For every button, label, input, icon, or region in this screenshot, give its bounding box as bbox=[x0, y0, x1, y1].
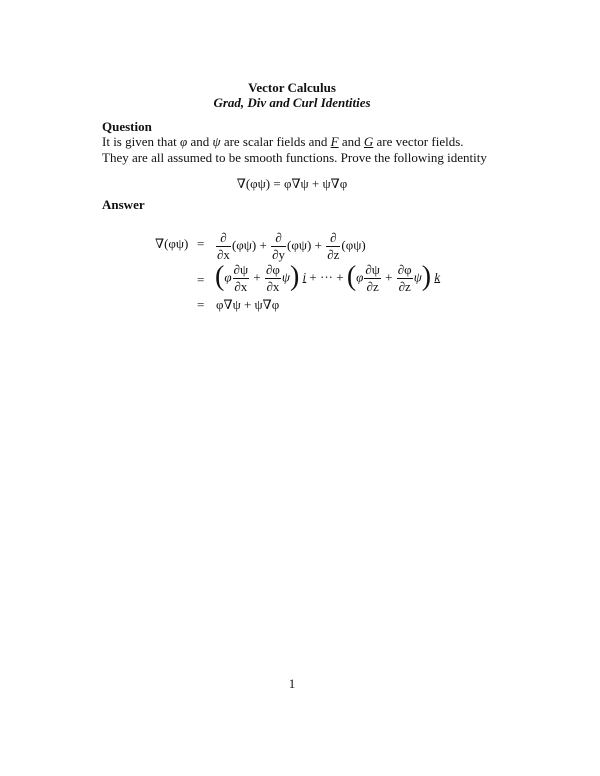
fraction-dphi-dx: $\frac{\partial\varphi}{\partial x}$ bbox=[265, 262, 280, 294]
fraction-dpsi-dx: $\frac{\partial\psi}{\partial x}$ bbox=[233, 262, 249, 294]
identity-equation: ∇(φψ) = φ∇ψ + ψ∇φ bbox=[236, 176, 348, 191]
question-text-a: It is given that bbox=[102, 134, 180, 149]
question-heading: Question bbox=[102, 119, 152, 134]
eq-sign-2: = bbox=[197, 272, 205, 287]
vector-g: G bbox=[363, 134, 374, 149]
document-subtitle: Grad, Div and Curl Identities bbox=[213, 95, 371, 110]
question-text bbox=[102, 134, 492, 165]
answer-heading: Answer bbox=[102, 197, 145, 212]
vector-f: F bbox=[330, 134, 339, 149]
question-text-c: are vector fields. They are all assumed to be smooth functions. Prove the following identity bbox=[102, 134, 487, 165]
question-text-b: are scalar fields and bbox=[220, 134, 331, 149]
derivation-line-3: φ∇ψ + ψ∇φ bbox=[216, 297, 280, 312]
eq-sign-3: = bbox=[197, 297, 205, 312]
derivation-line-1: $\frac{\partial}{\partial x}$ (φψ) + $\frac{\partial}{\partial y}$ (φψ) + $\frac{\partial}{\partial z}$ (φψ) bbox=[217, 230, 366, 262]
page-number: 1 bbox=[288, 676, 296, 691]
fraction-dy: $\frac{\partial}{\partial y}$ bbox=[272, 230, 286, 262]
fraction-dx: $\frac{\partial}{\partial x}$ bbox=[217, 230, 230, 262]
question-and-2: and bbox=[338, 134, 364, 149]
phi-symbol: φ bbox=[180, 134, 188, 149]
fraction-dz: $\frac{\partial}{\partial z}$ bbox=[327, 230, 340, 262]
eq-sign-1: = bbox=[197, 236, 205, 251]
unit-vector-k: k bbox=[434, 269, 441, 285]
fraction-dpsi-dz: $\frac{\partial\psi}{\partial z}$ bbox=[365, 262, 380, 294]
question-and-1: and bbox=[187, 134, 213, 149]
psi-symbol: ψ bbox=[212, 134, 221, 149]
unit-vector-i: i bbox=[302, 269, 307, 285]
fraction-dphi-dz: $\frac{\partial\varphi}{\partial z}$ bbox=[397, 262, 412, 294]
derivation-line-2: (φ $\frac{\partial\psi}{\partial x}$ + $\frac{\partial\varphi}{\partial x}$ ψ) i + ··· + (φ $\frac{\partial\psi}{\partial z}$ + $\frac{\partial\varphi}{\partial z}$ ψ) k bbox=[215, 260, 441, 294]
document-title: Vector Calculus bbox=[248, 80, 336, 95]
derivation-lhs: ∇(φψ) bbox=[155, 236, 189, 251]
